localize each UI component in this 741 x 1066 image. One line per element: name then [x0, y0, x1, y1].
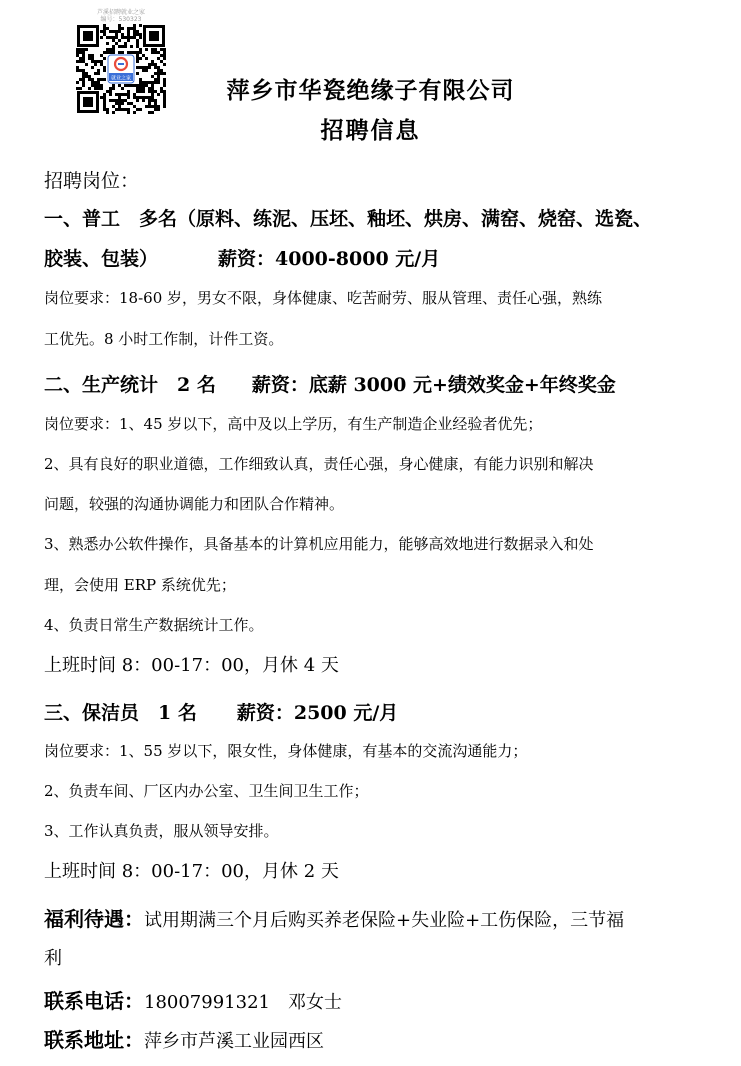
benefits-line1: [44, 903, 624, 932]
benefits-text-line1: 试用期满三个月后购买养老保险+失业险+工伤保险，三节福: [144, 910, 625, 931]
job2-title-line: [44, 370, 616, 397]
job3-req3: 3、工作认真负责，服从领导安排。: [44, 822, 279, 840]
benefits-label: 福利待遇：: [44, 907, 144, 931]
qr-caption-line1: 芦溪招聘就业之家: [96, 9, 145, 16]
job3-req1: 岗位要求：1、55 岁以下，限女性，身体健康，有基本的交流沟通能力；: [44, 742, 528, 760]
job2-req3-line1: 3、熟悉办公软件操作，具备基本的计算机应用能力，能够高效地进行数据录入和处: [44, 535, 594, 553]
svg-text:就业之家: 就业之家: [110, 75, 132, 82]
job1-title-line2: [44, 244, 440, 271]
job3-title-line: [44, 698, 398, 725]
job3-salary: 薪资：2500 元/月: [236, 702, 399, 724]
job2-req2-line1: 2、具有良好的职业道德，工作细致认真，责任心强，身心健康，有能力识别和解决: [44, 455, 594, 473]
job3-hours: 上班时间 8：00-17：00，月休 2 天: [44, 861, 339, 882]
job2-req2-line2: 问题，较强的沟通协调能力和团队合作精神。: [44, 495, 345, 513]
contact-address-line: [44, 1024, 324, 1053]
job2-hours: 上班时间 8：00-17：00，月休 4 天: [44, 655, 339, 676]
job1-req-line1: 岗位要求：18-60 岁，男女不限，身体健康、吃苦耐劳、服从管理、责任心强，熟练: [44, 289, 603, 307]
address-value: 萍乡市芦溪工业园西区: [144, 1031, 324, 1052]
phone-label: 联系电话：: [44, 989, 144, 1013]
benefits-text-line2: 利: [44, 948, 62, 969]
job2-req4: 4、负责日常生产数据统计工作。: [44, 616, 264, 634]
job1-req-line2: 工优先。8 小时工作制，计件工资。: [44, 330, 284, 348]
job1-title-line2-text: 胶装、包装）: [44, 248, 159, 270]
contact-phone-line: [44, 985, 342, 1014]
qr-caption: [76, 9, 166, 23]
job2-salary: 薪资：底薪 3000 元+绩效奖金+年终奖金: [251, 374, 616, 396]
page-title: 招聘信息: [320, 117, 421, 144]
job1-title-line1: 一、普工 多名（原料、练泥、压坯、釉坯、烘房、满窑、烧窑、选瓷、: [44, 208, 653, 230]
job2-req1: 岗位要求：1、45 岁以下，高中及以上学历，有生产制造企业经验者优先；: [44, 415, 543, 433]
job2-title: 二、生产统计 2 名: [44, 374, 216, 396]
qr-caption-line2: 编号：530323: [100, 16, 142, 23]
company-title: 萍乡市华瓷绝缘子有限公司: [226, 77, 515, 104]
job3-title: 三、保洁员 1 名: [44, 702, 197, 724]
job3-req2: 2、负责车间、厂区内办公室、卫生间卫生工作；: [44, 782, 369, 800]
job1-salary: 薪资：4000-8000 元/月: [218, 248, 441, 270]
address-label: 联系地址：: [44, 1028, 144, 1052]
phone-value: 18007991321 邓女士: [144, 992, 342, 1013]
job2-req3-line2: 理，会使用 ERP 系统优先；: [44, 576, 236, 594]
intro-label: 招聘岗位：: [44, 170, 140, 192]
